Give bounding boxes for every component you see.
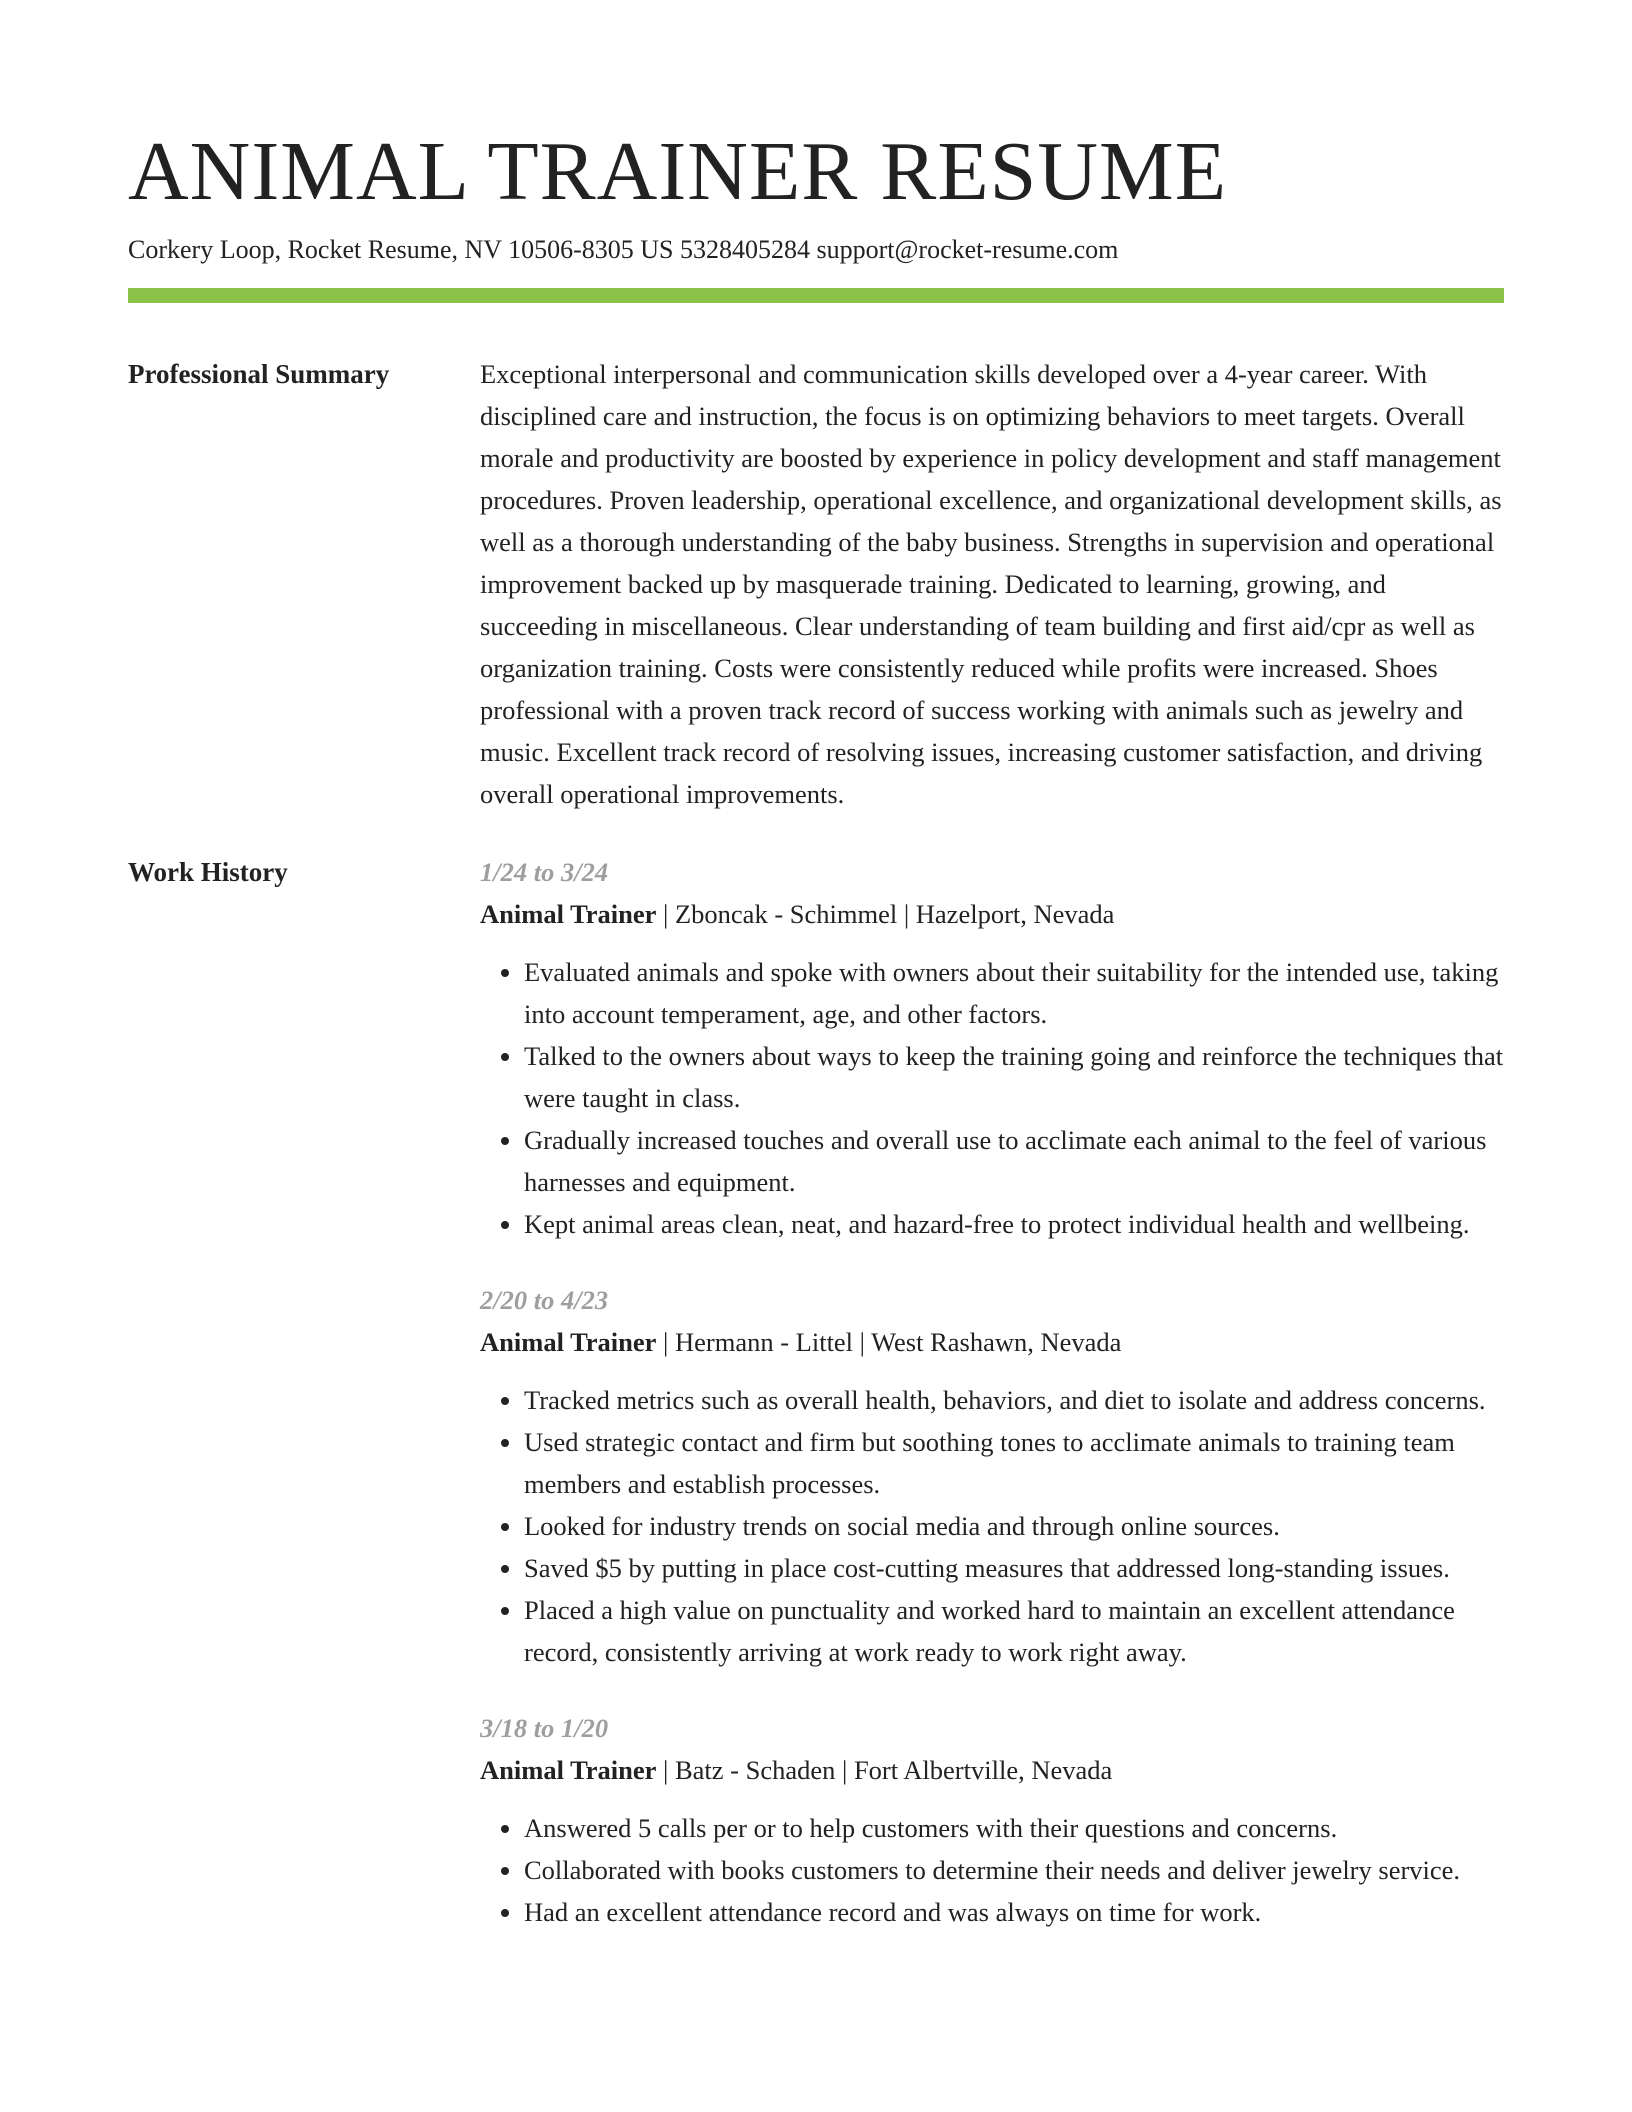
resume-page	[128, 0, 1504, 1933]
job-header	[480, 1321, 1504, 1363]
job-title: Animal Trainer	[480, 1327, 657, 1357]
summary-section	[128, 353, 1504, 815]
job-bullet: • Collaborated with books customers to determine their needs and deliver jewelry service.	[524, 1849, 1504, 1891]
job-header	[480, 893, 1504, 935]
work-history-body	[480, 851, 1504, 1933]
job-bullet: • Tracked metrics such as overall health, behaviors, and diet to isolate and address concerns.	[524, 1379, 1504, 1421]
job-bullet: • Placed a high value on punctuality and worked hard to maintain an excellent attendance record, consistently arriving at work ready to work right away.	[524, 1589, 1504, 1673]
job-bullet: • Gradually increased touches and overall use to acclimate each animal to the feel of various harnesses and equipment.	[524, 1119, 1504, 1203]
job-bullet-list	[480, 951, 1504, 1245]
summary-label: Professional Summary	[128, 359, 390, 389]
job-bullet: • Used strategic contact and firm but soothing tones to acclimate animals to training team members and establish processes.	[524, 1421, 1504, 1505]
job-entry	[480, 1279, 1504, 1673]
resume-title: ANIMAL TRAINER RESUME	[128, 125, 1228, 218]
job-bullet-list	[480, 1807, 1504, 1933]
job-dates: 3/18 to 1/20	[480, 1713, 609, 1743]
job-dates: 1/24 to 3/24	[480, 857, 609, 887]
job-bullet: • Answered 5 calls per or to help customers with their questions and concerns.	[524, 1807, 1504, 1849]
job-bullet: • Had an excellent attendance record and was always on time for work.	[524, 1891, 1504, 1933]
job-title: Animal Trainer	[480, 899, 657, 929]
job-bullet: • Kept animal areas clean, neat, and hazard-free to protect individual health and wellbeing.	[524, 1203, 1504, 1245]
job-entry	[480, 1707, 1504, 1933]
job-details: | Batz - Schaden | Fort Albertville, Nevada	[656, 1755, 1113, 1785]
job-bullet-list	[480, 1379, 1504, 1673]
work-history-label: Work History	[128, 857, 288, 887]
job-details: | Zboncak - Schimmel | Hazelport, Nevada	[656, 899, 1115, 929]
job-details: | Hermann - Littel | West Rashawn, Nevada	[656, 1327, 1122, 1357]
job-header	[480, 1749, 1504, 1791]
job-dates: 2/20 to 4/23	[480, 1285, 609, 1315]
contact-line: Corkery Loop, Rocket Resume, NV 10506-8305 US 5328405284 support@rocket-resume.com	[128, 235, 1119, 264]
job-title: Animal Trainer	[480, 1755, 657, 1785]
summary-body	[480, 353, 1504, 815]
work-history-section	[128, 851, 1504, 1933]
job-bullet: • Evaluated animals and spoke with owners about their suitability for the intended use, taking into account temperament, age, and other factors.	[524, 951, 1504, 1035]
job-bullet: • Looked for industry trends on social media and through online sources.	[524, 1505, 1504, 1547]
job-entry	[480, 851, 1504, 1245]
job-bullet: • Talked to the owners about ways to keep the training going and reinforce the techniques that were taught in class.	[524, 1035, 1504, 1119]
summary-text: Exceptional interpersonal and communication skills developed over a 4-year career. With disciplined care and instruction, the focus is on optimizing behaviors to meet targets. Overall morale and productivity are boosted by experience in policy development and staff management procedures. Proven leadership, operational excellence, and organizational development skills, as well as a thorough understanding of the baby business. Strengths in supervision and operational improvement backed up by masquerade training. Dedicated to learning, growing, and succeeding in miscellaneous. Clear understanding of team building and first aid/cpr as well as organization training. Costs were consistently reduced while profits were increased. Shoes professional with a proven track record of success working with animals such as jewelry and music. Excellent track record of resolving issues, increasing customer satisfaction, and driving overall operational improvements.	[480, 359, 1502, 809]
header-divider	[128, 288, 1504, 303]
job-bullet: • Saved $5 by putting in place cost-cutting measures that addressed long-standing issues.	[524, 1547, 1504, 1589]
